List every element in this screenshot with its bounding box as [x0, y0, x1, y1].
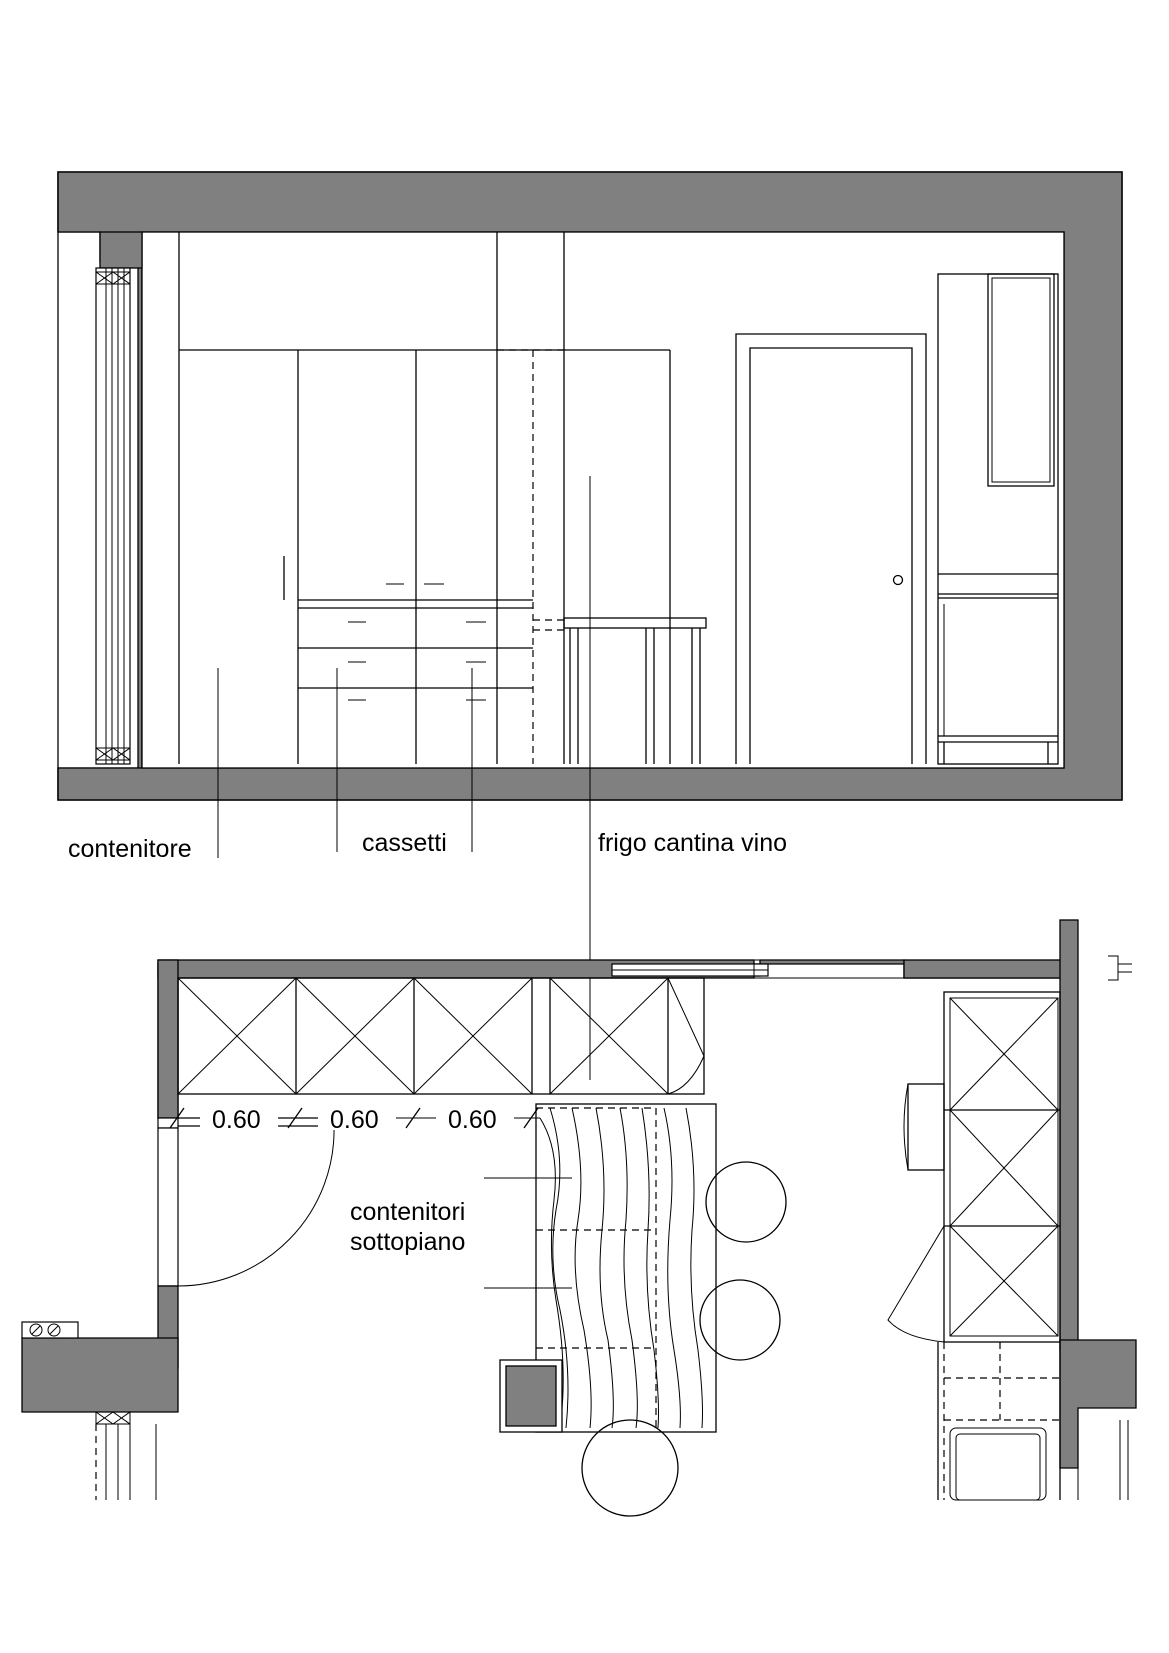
kitchen-elevation: [58, 172, 1122, 1080]
stool-2: [700, 1280, 780, 1360]
upper-cabinets-plan: [178, 978, 704, 1094]
label-undercounter-line1: contenitori: [350, 1198, 466, 1226]
stool-1: [706, 1162, 786, 1242]
stool-3: [582, 1420, 678, 1516]
kitchen-plan: [22, 920, 1136, 1516]
label-drawers: cassetti: [362, 829, 447, 857]
plan-window: [96, 1412, 156, 1500]
dimension-1: 0.60: [212, 1106, 261, 1134]
window-jamb: [96, 268, 130, 764]
dimension-3: 0.60: [448, 1106, 497, 1134]
dimension-line: [160, 1100, 540, 1134]
label-wine-fridge: frigo cantina vino: [598, 829, 788, 857]
kitchen-island: [536, 1104, 716, 1432]
label-storage: contenitore: [68, 835, 192, 863]
label-undercounter-line2: sottopiano: [350, 1228, 466, 1256]
right-tall-cabinets: [888, 992, 1060, 1500]
plan-door-swing: [178, 1118, 334, 1286]
dimension-2: 0.60: [330, 1106, 379, 1134]
